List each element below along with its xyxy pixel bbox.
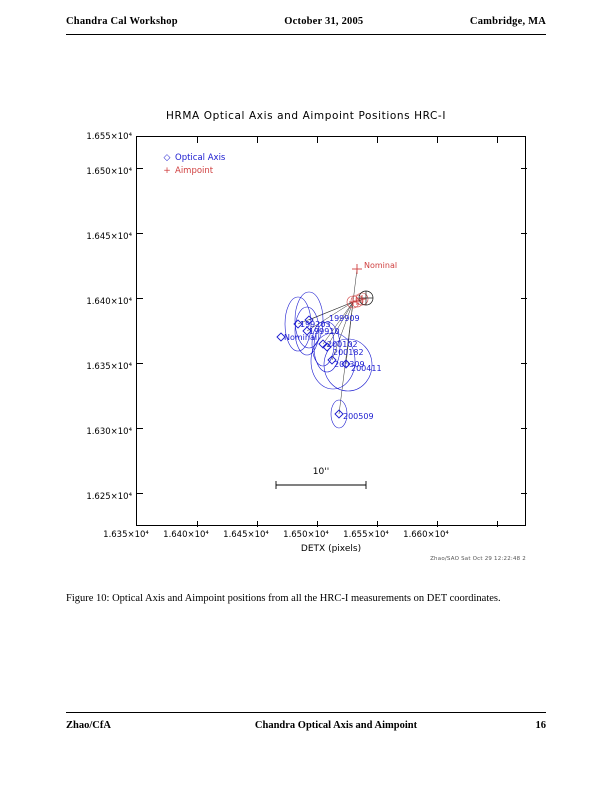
header-rule [66, 34, 546, 35]
point-label-nominal: Nominal [284, 333, 318, 342]
point-label-199910: 199910 [309, 327, 340, 336]
ytick-label-16400: 1.640×10⁴ [86, 297, 132, 307]
plot-frame [136, 136, 526, 526]
ytick-label-16500: 1.650×10⁴ [86, 167, 132, 177]
figure-caption: Figure 10: Optical Axis and Aimpoint positions from all the HRC-I measurements on DET coordinates. [66, 593, 501, 604]
running-head-right: Cambridge, MA [469, 16, 546, 27]
xtick-label-16550: 1.655×10⁴ [343, 530, 389, 540]
plot-title: HRMA Optical Axis and Aimpoint Positions HRC-I [165, 110, 447, 122]
xtick-label-16350: 1.635×10⁴ [103, 530, 149, 540]
plus-icon: + [163, 165, 171, 176]
xtick-label-16400: 1.640×10⁴ [163, 530, 209, 540]
xtick-label-16450: 1.645×10⁴ [223, 530, 269, 540]
footer-title: Chandra Optical Axis and Aimpoint [254, 720, 418, 731]
ytick-label-16350: 1.635×10⁴ [86, 362, 132, 372]
point-label-199203: 199203 [300, 320, 331, 329]
ytick-label-16300: 1.630×10⁴ [86, 427, 132, 437]
ytick-label-16550: 1.655×10⁴ [86, 132, 132, 142]
point-label-aimpoint-nominal: Nominal [364, 261, 398, 270]
xtick-label-16600: 1.660×10⁴ [403, 530, 449, 540]
running-head-left: Chandra Cal Workshop [66, 16, 178, 27]
ytick-label-16250: 1.625×10⁴ [86, 492, 132, 502]
page-footer [66, 720, 546, 731]
diamond-icon: ◇ [163, 152, 171, 163]
point-label-200309: 200309 [334, 360, 365, 369]
point-label-199909: 199909 [329, 314, 360, 323]
running-head-center: October 31, 2005 [284, 16, 364, 27]
figure-10 [66, 110, 546, 570]
legend-label-aimpoint: Aimpoint [175, 165, 214, 176]
footer-author: Zhao/CfA [66, 720, 111, 731]
point-label-200509: 200509 [343, 412, 374, 421]
scalebar-label: 10'' [312, 467, 330, 477]
point-label-200182: 200182 [333, 348, 364, 357]
x-axis-title: DETX (pixels) [300, 544, 362, 554]
page-number: 16 [535, 720, 546, 731]
xtick-label-16500: 1.650×10⁴ [283, 530, 329, 540]
ytick-label-16450: 1.645×10⁴ [86, 232, 132, 242]
point-label-200411: 200411 [351, 364, 382, 373]
footer-rule [66, 712, 546, 713]
running-head [66, 16, 546, 27]
point-label-200102: 200102 [327, 340, 358, 349]
legend-label-optical-axis: Optical Axis [175, 152, 226, 163]
plot-credit: Zhao/SAO Sat Oct 29 12:22:48 2 [430, 556, 526, 562]
data-overlay [137, 137, 525, 525]
